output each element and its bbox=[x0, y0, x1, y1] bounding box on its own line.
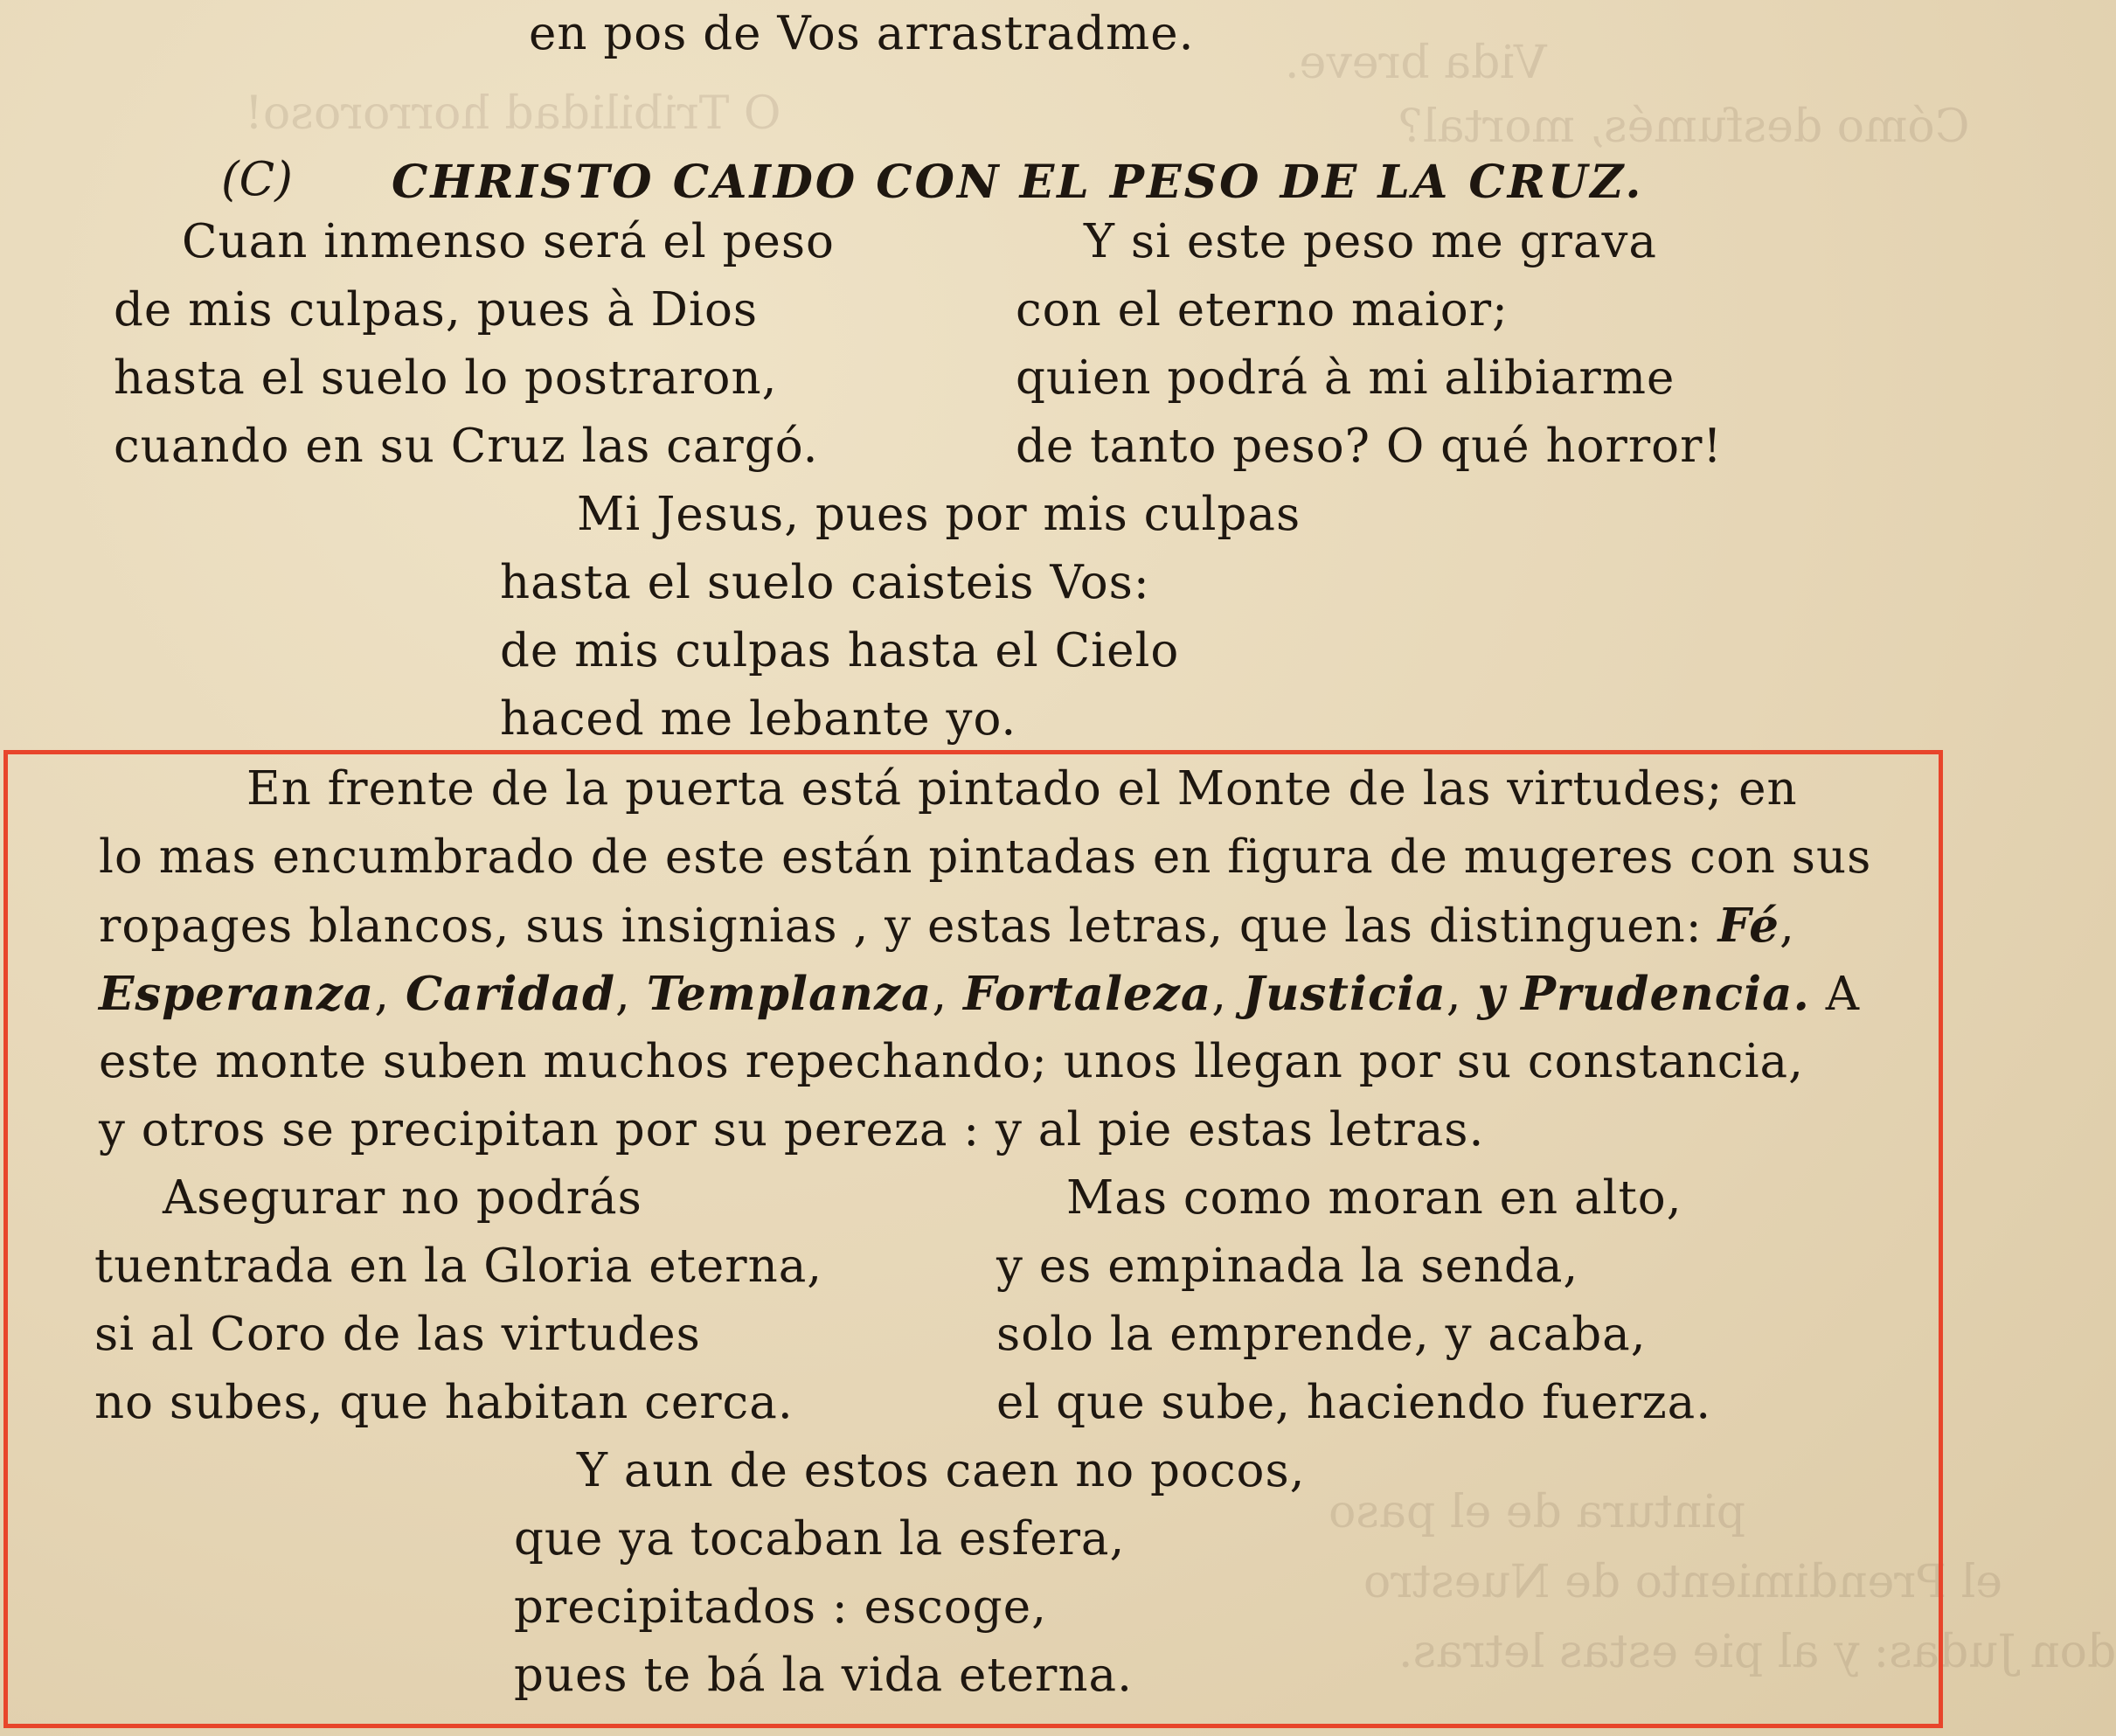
stanza-center-line: hasta el suelo caisteis Vos: bbox=[500, 556, 1150, 609]
prose-line-tail: A bbox=[1825, 968, 1861, 1021]
stanza-left-line: hasta el suelo lo postraron, bbox=[114, 351, 778, 405]
stanza-right-line: quien podrá à mi alibiarme bbox=[1016, 351, 1675, 405]
prose-line: y otros se precipitan por su pereza : y al pie estas letras. bbox=[99, 1103, 1485, 1156]
prose-line: este monte suben muchos repechando; unos llegan por su constancia, bbox=[99, 1035, 1804, 1088]
section-heading: CHRISTO CAIDO CON EL PESO DE LA CRUZ. bbox=[392, 156, 1644, 209]
stanza-right-line: Y si este peso me grava bbox=[1084, 215, 1658, 268]
bleed-through-line: Cómo desfumés, mortal? bbox=[1398, 101, 1970, 153]
stanza2-center-line: Y aun de estos caen no pocos, bbox=[577, 1444, 1306, 1497]
stanza2-left-line: si al Coro de las virtudes bbox=[94, 1308, 701, 1361]
stanza-right-line: de tanto peso? O qué horror! bbox=[1016, 420, 1723, 473]
bleed-through-line: pintura de el paso bbox=[1329, 1486, 1745, 1538]
stanza2-right-line: Mas como moran en alto, bbox=[1066, 1171, 1682, 1225]
bleed-through-line: Vida breve. bbox=[1285, 37, 1547, 89]
stanza-center-line: de mis culpas hasta el Cielo bbox=[500, 624, 1180, 677]
bleed-through-line: O Tribilidad horroroso! bbox=[245, 87, 781, 140]
stanza2-right-line: solo la emprende, y acaba, bbox=[996, 1308, 1647, 1361]
stanza2-center-line: que ya tocaban la esfera, bbox=[514, 1512, 1126, 1566]
stanza2-right-line: el que sube, haciendo fuerza. bbox=[996, 1376, 1712, 1429]
section-marker: (C) bbox=[221, 153, 293, 206]
stanza-center-line: haced me lebante yo. bbox=[500, 692, 1017, 746]
virtue-fe: Fé bbox=[1717, 899, 1780, 953]
virtue-caridad: Caridad bbox=[405, 967, 616, 1021]
top-line: en pos de Vos arrastradme. bbox=[529, 7, 1195, 60]
stanza-left-line: de mis culpas, pues à Dios bbox=[114, 283, 759, 337]
stanza2-left-line: no subes, que habitan cerca. bbox=[94, 1376, 794, 1429]
stanza-center-line: Mi Jesus, pues por mis culpas bbox=[577, 488, 1301, 541]
stanza2-right-line: y es empinada la senda, bbox=[996, 1240, 1579, 1293]
stanza2-center-line: precipitados : escoge, bbox=[514, 1580, 1047, 1634]
virtues-line: Esperanza, Caridad, Templanza, Fortaleza, Justicia, y Prudencia. A bbox=[99, 967, 1861, 1021]
virtue-justicia: Justicia bbox=[1242, 967, 1447, 1021]
prose-line-with-virtue: ropages blancos, sus insignias , y estas letras, que las distinguen: Fé, bbox=[99, 899, 1795, 953]
stanza2-left-line: tuentrada en la Gloria eterna, bbox=[94, 1240, 823, 1293]
bleed-through-line: el Prendimiento de Nuestro bbox=[1363, 1556, 2002, 1608]
stanza2-left-line: Asegurar no podrás bbox=[163, 1171, 642, 1225]
stanza-right-line: con el eterno maior; bbox=[1016, 283, 1509, 337]
bleed-through-line: don Judas: y al pie estas letras. bbox=[1398, 1626, 2116, 1678]
stanza-left-line: cuando en su Cruz las cargó. bbox=[114, 420, 819, 473]
stanza-left-line: Cuan inmenso será el peso bbox=[182, 215, 835, 268]
virtue-prudencia: Prudencia. bbox=[1521, 967, 1810, 1021]
prose-line: lo mas encumbrado de este están pintadas en figura de mugeres con sus bbox=[99, 830, 1872, 884]
virtue-conjunction: y bbox=[1477, 967, 1506, 1021]
virtue-esperanza: Esperanza bbox=[99, 967, 375, 1021]
prose-line: En frente de la puerta está pintado el Monte de las virtudes; en bbox=[246, 762, 1798, 816]
virtue-fortaleza: Fortaleza bbox=[963, 967, 1212, 1021]
prose-line-text: ropages blancos, sus insignias , y estas letras, que las distinguen: bbox=[99, 899, 1703, 953]
virtue-templanza: Templanza bbox=[646, 967, 933, 1021]
stanza2-center-line: pues te bá la vida eterna. bbox=[514, 1649, 1133, 1702]
